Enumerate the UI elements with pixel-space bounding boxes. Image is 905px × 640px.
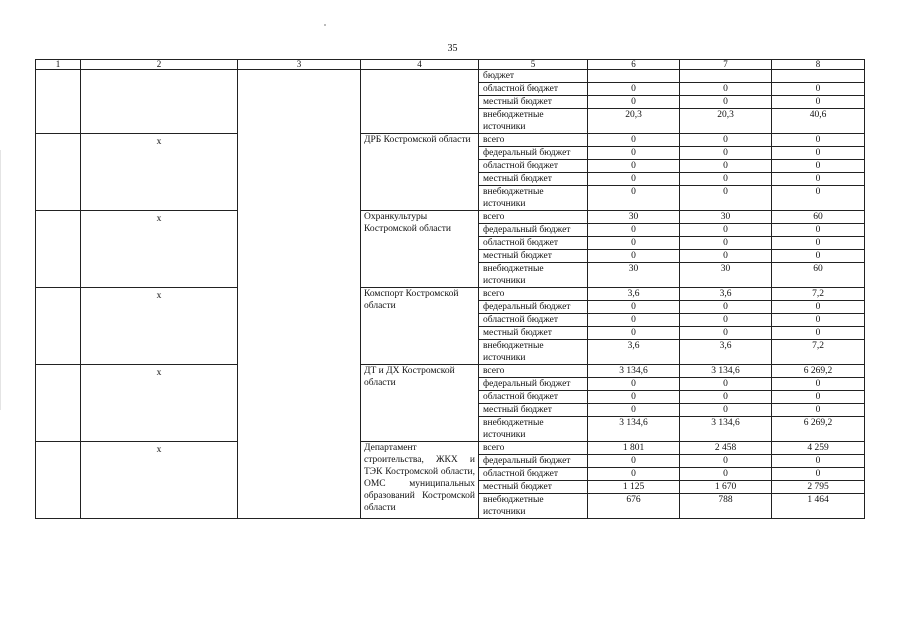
value-cell-c8: 0: [772, 83, 865, 96]
value-cell-c7: 2 458: [680, 442, 772, 455]
value-cell-c6: 0: [588, 327, 680, 340]
value-cell-c7: 0: [680, 96, 772, 109]
funding-source-cell: областной бюджет: [479, 314, 588, 327]
value-cell-c7: 0: [680, 314, 772, 327]
col2-cell: x: [81, 442, 238, 519]
header-cell: 4: [361, 60, 479, 70]
header-cell: 2: [81, 60, 238, 70]
value-cell-c6: 0: [588, 250, 680, 263]
value-cell-c6: 0: [588, 96, 680, 109]
value-cell-c6: 30: [588, 263, 680, 288]
value-cell-c6: 0: [588, 314, 680, 327]
col2-cell: x: [81, 211, 238, 288]
table-row: [36, 442, 865, 455]
page-number: 35: [447, 43, 458, 54]
funding-source-cell: местный бюджет: [479, 327, 588, 340]
value-cell-c7: [680, 70, 772, 83]
funding-source-cell: внебюджетные источники: [479, 263, 588, 288]
funding-source-cell: местный бюджет: [479, 96, 588, 109]
funding-source-cell: областной бюджет: [479, 160, 588, 173]
value-cell-c8: 7,2: [772, 288, 865, 301]
value-cell-c6: 0: [588, 404, 680, 417]
funding-source-cell: всего: [479, 442, 588, 455]
value-cell-c6: 0: [588, 455, 680, 468]
value-cell-c6: 0: [588, 173, 680, 186]
value-cell-c8: 0: [772, 224, 865, 237]
value-cell-c6: 3,6: [588, 340, 680, 365]
funding-source-cell: внебюджетные источники: [479, 109, 588, 134]
value-cell-c8: 0: [772, 468, 865, 481]
value-cell-c6: 0: [588, 391, 680, 404]
value-cell-c7: 0: [680, 173, 772, 186]
funding-source-cell: федеральный бюджет: [479, 224, 588, 237]
value-cell-c6: 676: [588, 494, 680, 519]
col1-cell: [36, 365, 81, 442]
value-cell-c6: 0: [588, 134, 680, 147]
value-cell-c8: 6 269,2: [772, 365, 865, 378]
funding-source-cell: федеральный бюджет: [479, 147, 588, 160]
value-cell-c7: 0: [680, 186, 772, 211]
value-cell-c8: 40,6: [772, 109, 865, 134]
value-cell-c6: 0: [588, 301, 680, 314]
funding-source-cell: областной бюджет: [479, 468, 588, 481]
value-cell-c8: 0: [772, 327, 865, 340]
col2-cell: x: [81, 365, 238, 442]
table-row: [36, 288, 865, 301]
value-cell-c8: 60: [772, 263, 865, 288]
table-row: [36, 70, 865, 83]
value-cell-c7: 0: [680, 455, 772, 468]
col1-cell: [36, 288, 81, 365]
value-cell-c7: 3 134,6: [680, 365, 772, 378]
budget-table: [35, 59, 865, 519]
value-cell-c7: 30: [680, 263, 772, 288]
table-row: [36, 211, 865, 224]
funding-source-cell: всего: [479, 134, 588, 147]
value-cell-c7: 0: [680, 327, 772, 340]
funding-source-cell: внебюджетные источники: [479, 494, 588, 519]
value-cell-c6: 0: [588, 468, 680, 481]
col1-cell: [36, 70, 81, 134]
value-cell-c6: 20,3: [588, 109, 680, 134]
col3-cell: [238, 70, 361, 519]
value-cell-c6: 0: [588, 237, 680, 250]
value-cell-c8: 0: [772, 378, 865, 391]
funding-source-cell: внебюджетные источники: [479, 186, 588, 211]
value-cell-c7: 0: [680, 237, 772, 250]
funding-source-cell: федеральный бюджет: [479, 378, 588, 391]
value-cell-c8: 0: [772, 404, 865, 417]
value-cell-c6: 0: [588, 83, 680, 96]
value-cell-c6: 3 134,6: [588, 417, 680, 442]
value-cell-c7: 0: [680, 404, 772, 417]
header-cell: 7: [680, 60, 772, 70]
funding-source-cell: федеральный бюджет: [479, 301, 588, 314]
value-cell-c6: 1 125: [588, 481, 680, 494]
value-cell-c6: 0: [588, 147, 680, 160]
funding-source-cell: местный бюджет: [479, 481, 588, 494]
funding-source-cell: всего: [479, 365, 588, 378]
value-cell-c7: 0: [680, 134, 772, 147]
value-cell-c8: 60: [772, 211, 865, 224]
value-cell-c6: 0: [588, 378, 680, 391]
value-cell-c6: 30: [588, 211, 680, 224]
value-cell-c7: 0: [680, 378, 772, 391]
value-cell-c8: 0: [772, 186, 865, 211]
funding-source-cell: местный бюджет: [479, 404, 588, 417]
table-row: [36, 365, 865, 378]
col1-cell: [36, 442, 81, 519]
value-cell-c7: 0: [680, 160, 772, 173]
value-cell-c8: 2 795: [772, 481, 865, 494]
value-cell-c7: 0: [680, 301, 772, 314]
value-cell-c7: 20,3: [680, 109, 772, 134]
funding-source-cell: всего: [479, 288, 588, 301]
funding-source-cell: областной бюджет: [479, 237, 588, 250]
value-cell-c7: 3 134,6: [680, 417, 772, 442]
value-cell-c7: 3,6: [680, 288, 772, 301]
value-cell-c8: 1 464: [772, 494, 865, 519]
value-cell-c6: 3 134,6: [588, 365, 680, 378]
scan-edge: [0, 150, 1, 410]
funding-source-cell: областной бюджет: [479, 83, 588, 96]
col1-cell: [36, 211, 81, 288]
value-cell-c7: 788: [680, 494, 772, 519]
value-cell-c7: 0: [680, 250, 772, 263]
header-cell: 3: [238, 60, 361, 70]
value-cell-c8: 4 259: [772, 442, 865, 455]
value-cell-c8: 0: [772, 173, 865, 186]
value-cell-c6: 0: [588, 224, 680, 237]
col1-cell: [36, 134, 81, 211]
funding-source-cell: бюджет: [479, 70, 588, 83]
value-cell-c8: 0: [772, 237, 865, 250]
value-cell-c8: 0: [772, 455, 865, 468]
value-cell-c8: 0: [772, 134, 865, 147]
value-cell-c7: 0: [680, 147, 772, 160]
header-cell: 6: [588, 60, 680, 70]
organization-cell: Комспорт Костромской области: [361, 288, 479, 365]
table-row: [36, 134, 865, 147]
organization-cell: ДРБ Костромской области: [361, 134, 479, 211]
funding-source-cell: местный бюджет: [479, 173, 588, 186]
value-cell-c6: 1 801: [588, 442, 680, 455]
value-cell-c6: 0: [588, 160, 680, 173]
value-cell-c8: 0: [772, 250, 865, 263]
value-cell-c6: 3,6: [588, 288, 680, 301]
value-cell-c7: 0: [680, 391, 772, 404]
value-cell-c6: 0: [588, 186, 680, 211]
value-cell-c8: 0: [772, 96, 865, 109]
header-cell: 5: [479, 60, 588, 70]
value-cell-c8: 0: [772, 314, 865, 327]
value-cell-c8: 0: [772, 160, 865, 173]
value-cell-c8: 0: [772, 147, 865, 160]
value-cell-c7: 3,6: [680, 340, 772, 365]
funding-source-cell: внебюджетные источники: [479, 340, 588, 365]
funding-source-cell: местный бюджет: [479, 250, 588, 263]
funding-source-cell: внебюджетные источники: [479, 417, 588, 442]
organization-cell: Охранкультуры Костромской области: [361, 211, 479, 288]
organization-cell: ДТ и ДХ Костромской области: [361, 365, 479, 442]
value-cell-c7: 0: [680, 83, 772, 96]
value-cell-c7: 0: [680, 224, 772, 237]
header-cell: 8: [772, 60, 865, 70]
value-cell-c8: 0: [772, 391, 865, 404]
value-cell-c6: [588, 70, 680, 83]
funding-source-cell: областной бюджет: [479, 391, 588, 404]
organization-cell: Департамент строительства, ЖКХ и ТЭК Костромской области, ОМС муниципальных образований Костромской области: [361, 442, 479, 519]
header-row: [36, 60, 865, 70]
funding-source-cell: федеральный бюджет: [479, 455, 588, 468]
value-cell-c7: 0: [680, 468, 772, 481]
header-cell: 1: [36, 60, 81, 70]
value-cell-c8: [772, 70, 865, 83]
value-cell-c7: 30: [680, 211, 772, 224]
scan-dot: [324, 24, 326, 26]
organization-cell: [361, 70, 479, 134]
value-cell-c7: 1 670: [680, 481, 772, 494]
funding-source-cell: всего: [479, 211, 588, 224]
col2-cell: [81, 70, 238, 134]
value-cell-c8: 7,2: [772, 340, 865, 365]
value-cell-c8: 0: [772, 301, 865, 314]
col2-cell: x: [81, 134, 238, 211]
col2-cell: x: [81, 288, 238, 365]
value-cell-c8: 6 269,2: [772, 417, 865, 442]
